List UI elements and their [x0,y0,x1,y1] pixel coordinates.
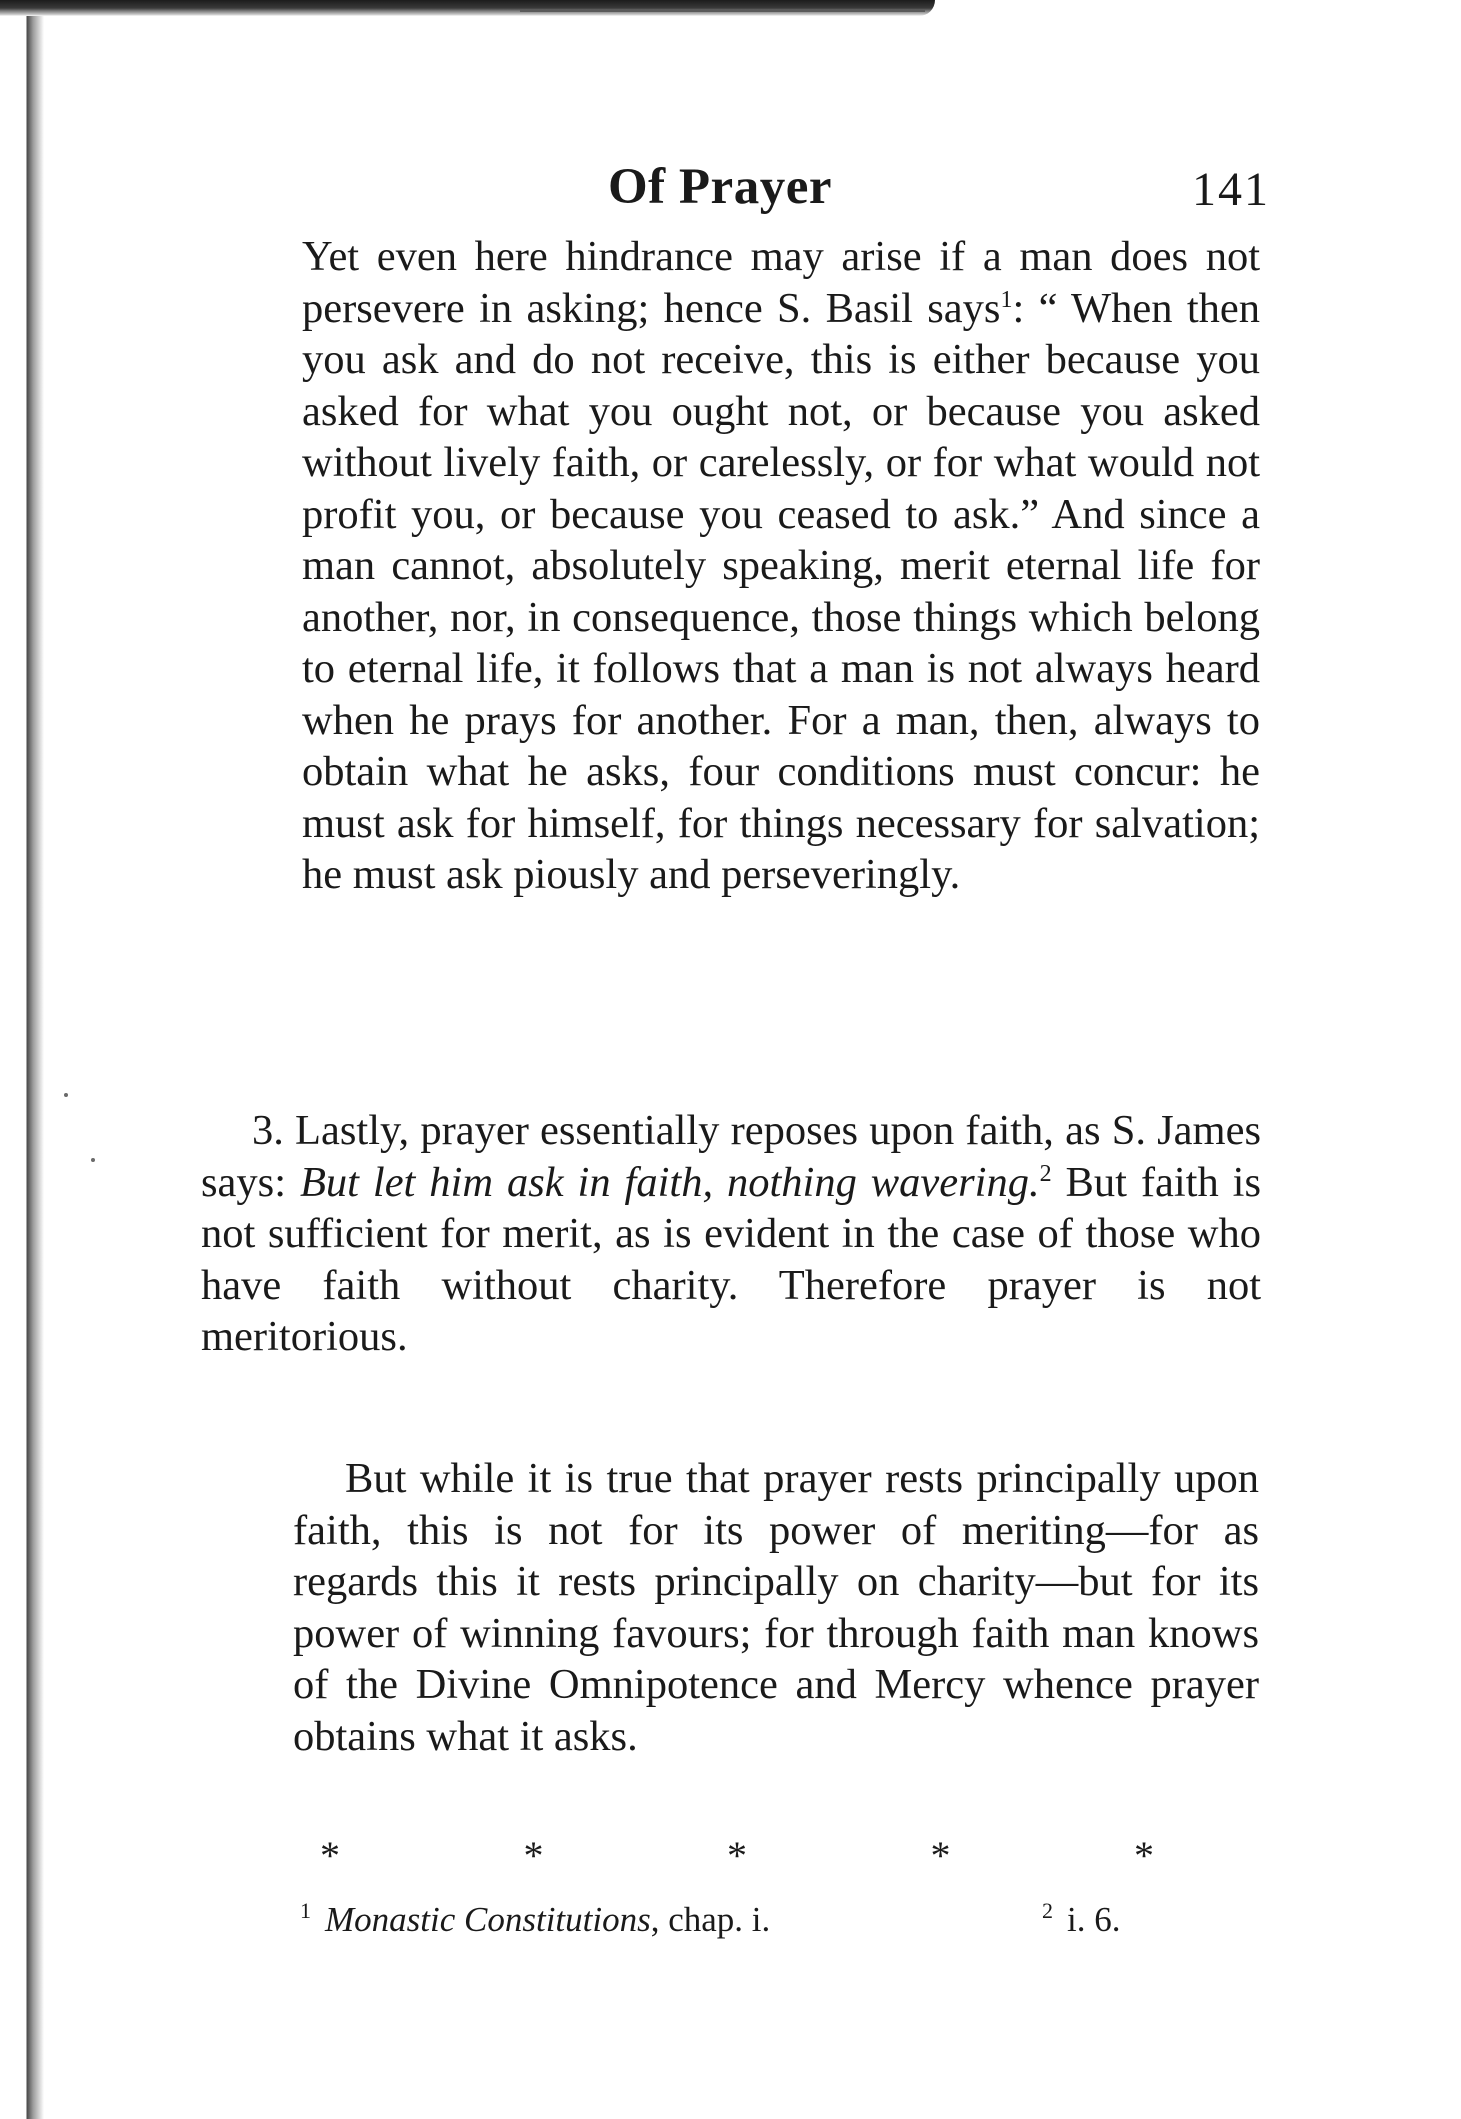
footnote-2 [1042,1900,1120,1940]
separator-asterisk: * [1134,1833,1154,1878]
paragraph-2-text-b: But faith is not sufficient for merit, as is evident in the case of those who have faith without charity. Therefore prayer is not meritorious. [201,1158,1262,1360]
separator-asterisk: * [930,1833,951,1878]
footnote-1 [300,1900,770,1940]
scanned-top-edge [0,0,935,16]
footnote-1-title: Monastic Constitutions [325,1900,651,1939]
page-number: 141 [1192,163,1270,216]
footnote-1-rest: , chap. i. [650,1900,771,1939]
footnote-1-mark: 1 [300,1898,311,1924]
paragraph-3-text: But while it is true that prayer rests principally upon faith, this is not for its power of meriting—for as regards this it rests principally on charity—but for its power of winning favours; for through faith man knows of the Divine Omnipotence and Mercy whence prayer obtains what it asks. [293,1455,1259,1760]
scripture-quote: But let him ask in faith, nothing wavering. [299,1158,1040,1206]
footnote-2-mark: 2 [1042,1898,1053,1924]
page-header [300,158,1270,222]
paper-speck [64,1093,68,1097]
paragraph-1-text-b: : “ When then you ask and do not receive, this is either because you asked for what you ought not, or because you asked without lively faith, or carelessly, or for what would not profit you, or because you ceased to ask.” And since a man cannot, absolutely speaking, merit eternal life for another, nor, in consequence, those things which belong to eternal life, it follows that a man is not always heard when he prays for another. For a man, then, always to obtain what he asks, four conditions must concur: he must ask for himself, for things necessary for salvation; he must ask piously and perseveringly. [302,284,1260,898]
paragraph-2-text-a: 3. Lastly, prayer essentially reposes upon faith, as S. James says: [201,1107,1261,1206]
paragraph-1 [302,231,1260,901]
running-title: Of Prayer [608,159,832,215]
paper-speck [91,1158,95,1162]
separator-asterisk: * [320,1833,340,1878]
section-separator [320,1832,1154,1878]
paragraph-3 [293,1453,1259,1762]
footnote-ref-1: 1 [1000,286,1013,313]
scanned-top-rule [520,10,925,12]
paragraph-1-text-a: Yet even here hindrance may arise if a man does not persevere in asking; hence S. Basil says [302,233,1260,332]
separator-asterisk: * [727,1833,747,1878]
separator-asterisk: * [523,1833,544,1878]
paragraph-2 [201,1105,1261,1363]
footnote-2-text: i. 6. [1067,1900,1121,1939]
scanned-binding-edge [0,0,48,2119]
footnote-ref-2: 2 [1039,1160,1052,1187]
footnotes [300,1900,1160,1944]
